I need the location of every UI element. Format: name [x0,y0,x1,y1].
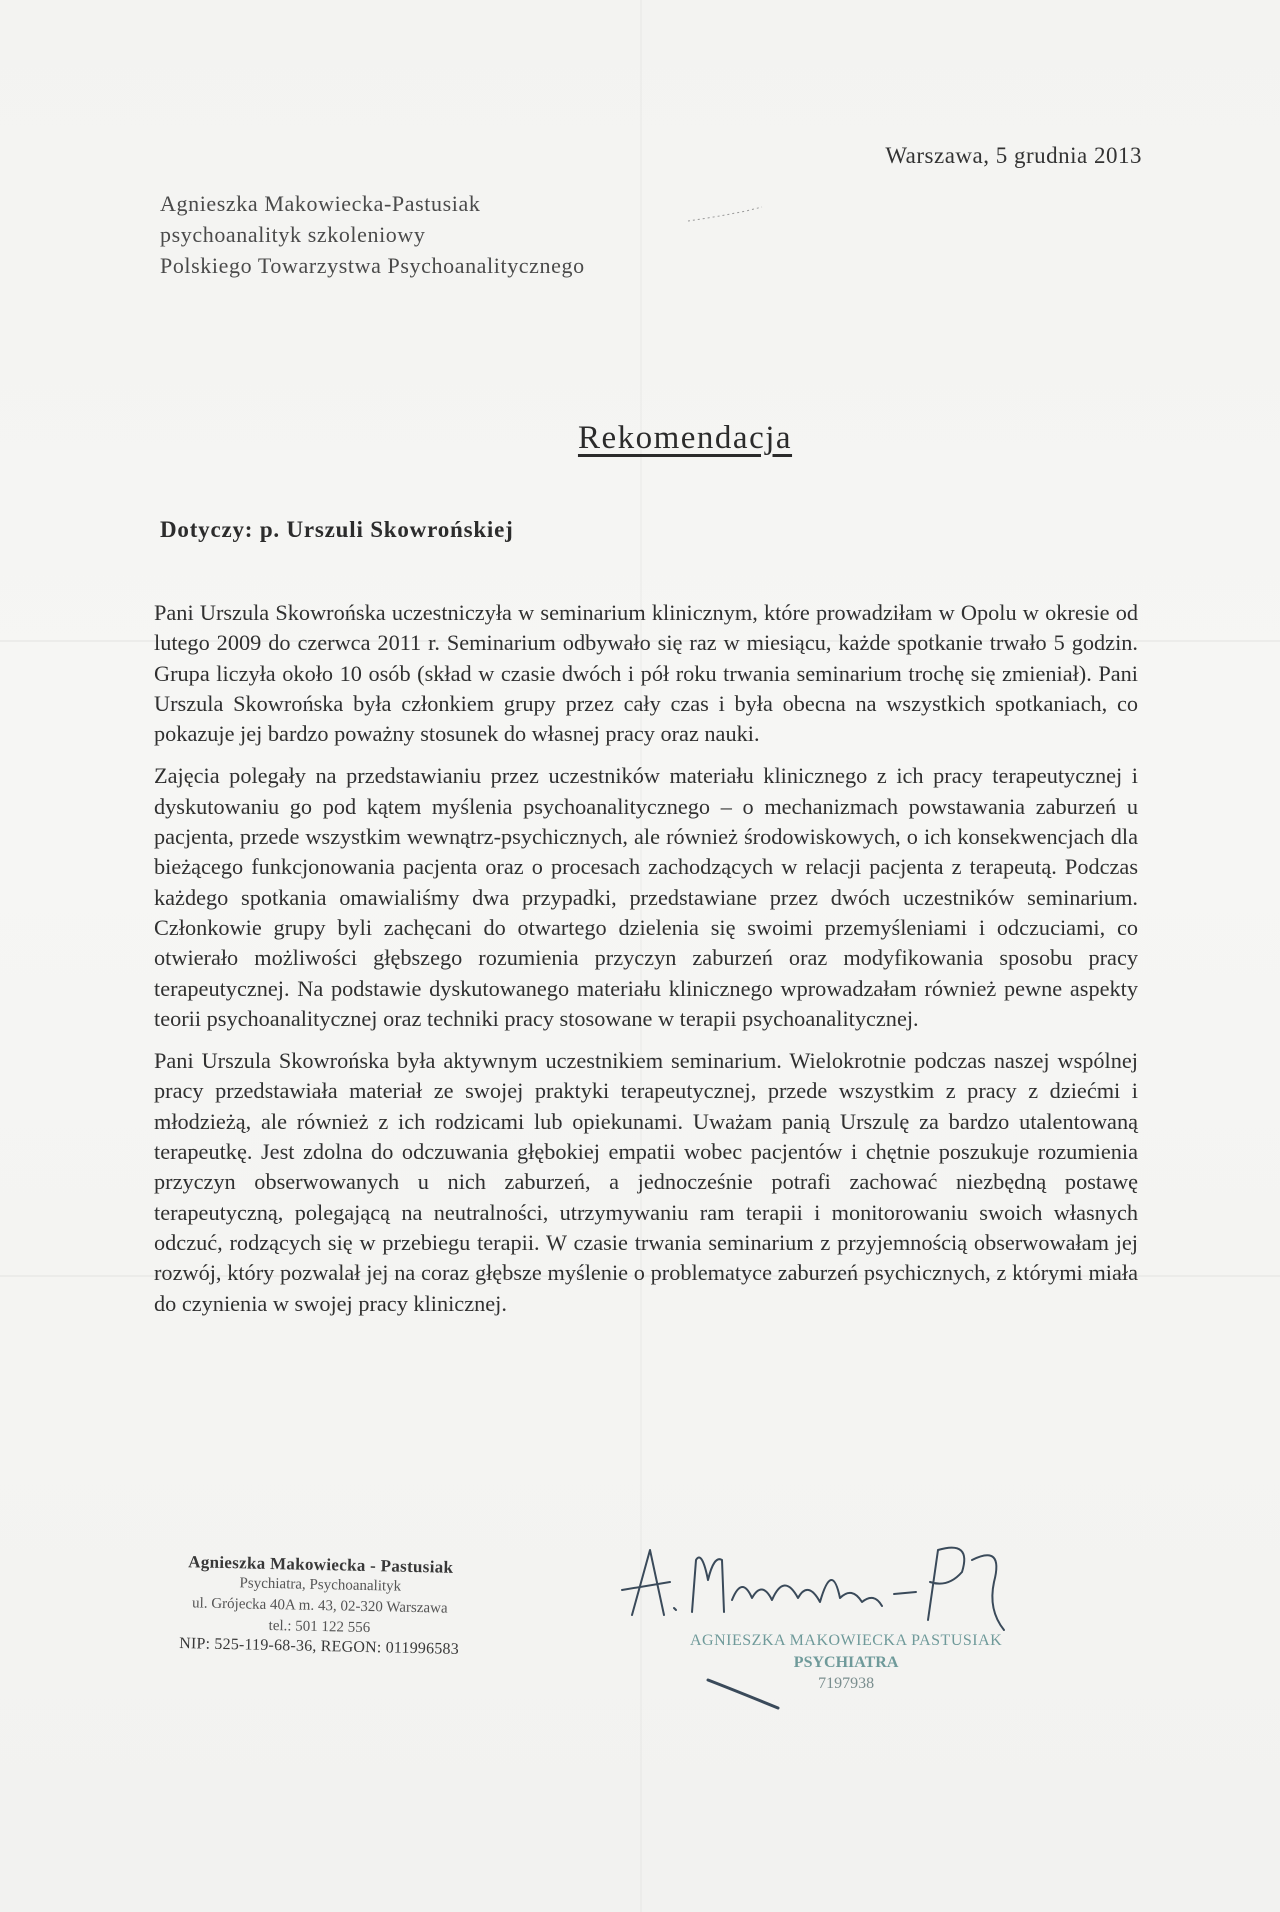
regarding-line [160,517,514,543]
document-title [0,420,1280,457]
stamp-address: ul. Grójecka 40A m. 43, 02-320 Warszawa [191,1595,448,1617]
sender-block [160,188,585,281]
sender-organization: Polskiego Towarzystwa Psychoanalitycznego [160,253,585,278]
regarding-value: p. Urszuli Skowrońskiej [259,517,514,542]
letter-body [154,598,1138,1331]
regarding-label: Dotyczy: [160,517,254,542]
body-paragraph: Pani Urszula Skowrońska uczestniczyła w seminarium klinicznym, które prowadziłam w Opolu w okresie od lutego 2009 do czerwca 2011 r. Seminarium odbywało się raz w miesiącu, każde spotkanie trwało 5 godzin. Grupa liczyła około 10 osób (skład w czasie dwóch i pół roku trwania seminarium trochę się zmieniał). Pani Urszula Skowrońska była członkiem grupy przez cały czas i była obecna na wszystkich spotkaniach, co pokazuje jej bardzo poważny stosunek do własnej pracy oraz nauki. [154,600,1138,747]
stamp-line-mark [704,1674,784,1714]
stamp-name: Agnieszka Makowiecka - Pastusiak [188,1552,454,1577]
letter-date: Warszawa, 5 grudnia 2013 [885,143,1142,168]
handwritten-signature [612,1520,1072,1640]
stamp-profession: Psychiatra, Psychoanalityk [239,1575,402,1595]
doctor-stamp-name: AGNIESZKA MAKOWIECKA PASTUSIAK [690,1632,1003,1649]
sender-title: psychoanalityk szkoleniowy [160,222,426,247]
body-paragraph: Zajęcia polegały na przedstawianiu przez uczestników materiału klinicznego z ich pracy terapeutycznej i dyskutowaniu go pod kątem myślenia psychoanalitycznego – o mechanizmach powstawania zaburzeń u pacjenta, przede wszystkim wewnątrz-psychicznych, ale również środowiskowych, o ich konsekwencjach dla bieżącego funkcjonowania pacjenta oraz o procesach zachodzących w relacji pacjenta z terapeutą. Podczas każdego spotkania omawialiśmy dwa przypadki, przedstawiane przez dwóch uczestników seminarium. Członkowie grupy byli zachęcani do otwartego dzielenia się swoimi przemyśleniami i odczuciami, co otwierało możliwości głębszego rozumienia przyczyn zaburzeń oraz modyfikowania sposobu pracy terapeutycznej. Na podstawie dyskutowanego materiału klinicznego wprowadzałam również pewne aspekty teorii psychoanalitycznej oraz techniki pracy stosowane w terapii psychoanalitycznej. [154,763,1138,1031]
document-title-text: Rekomendacja [577,420,793,456]
pen-mark [686,205,766,225]
body-paragraph: Pani Urszula Skowrońska była aktywnym uczestnikiem seminarium. Wielokrotnie podczas naszej wspólnej pracy przedstawiała materiał ze swojej praktyki terapeutycznej, przede wszystkim z pracy z dziećmi i młodzieżą, ale również z ich rodzicami lub opiekunami. Uważam panią Urszulę za bardzo utalentowaną terapeutkę. Jest zdolna do odczuwania głębokiej empatii wobec pacjentów i chętnie poszukuje rozumienia przyczyn obserwowanych u nich zaburzeń, a jednocześnie potrafi zachować niezbędną postawę terapeutyczną, polegającą na neutralności, utrzymywaniu ram terapii i monitorowaniu swoich własnych odczuć, rodzących się w przebiegu terapii. W czasie trwania seminarium z przyjemnością obserwowałam jej rozwój, który pozwalał jej na coraz głębsze myślenie o problematyce zaburzeń psychicznych, z którymi miała do czynienia w swojej pracy klinicznej. [154,1048,1138,1316]
stamp-phone: tel.: 501 122 556 [268,1617,371,1637]
doctor-stamp-profession: PSYCHIATRA [793,1654,899,1671]
address-stamp [179,1552,461,1659]
doctor-stamp-number: 7197938 [818,1675,875,1692]
stamp-ids: NIP: 525-119-68-36, REGON: 011996583 [178,1635,460,1658]
sender-name: Agnieszka Makowiecka-Pastusiak [160,191,481,216]
